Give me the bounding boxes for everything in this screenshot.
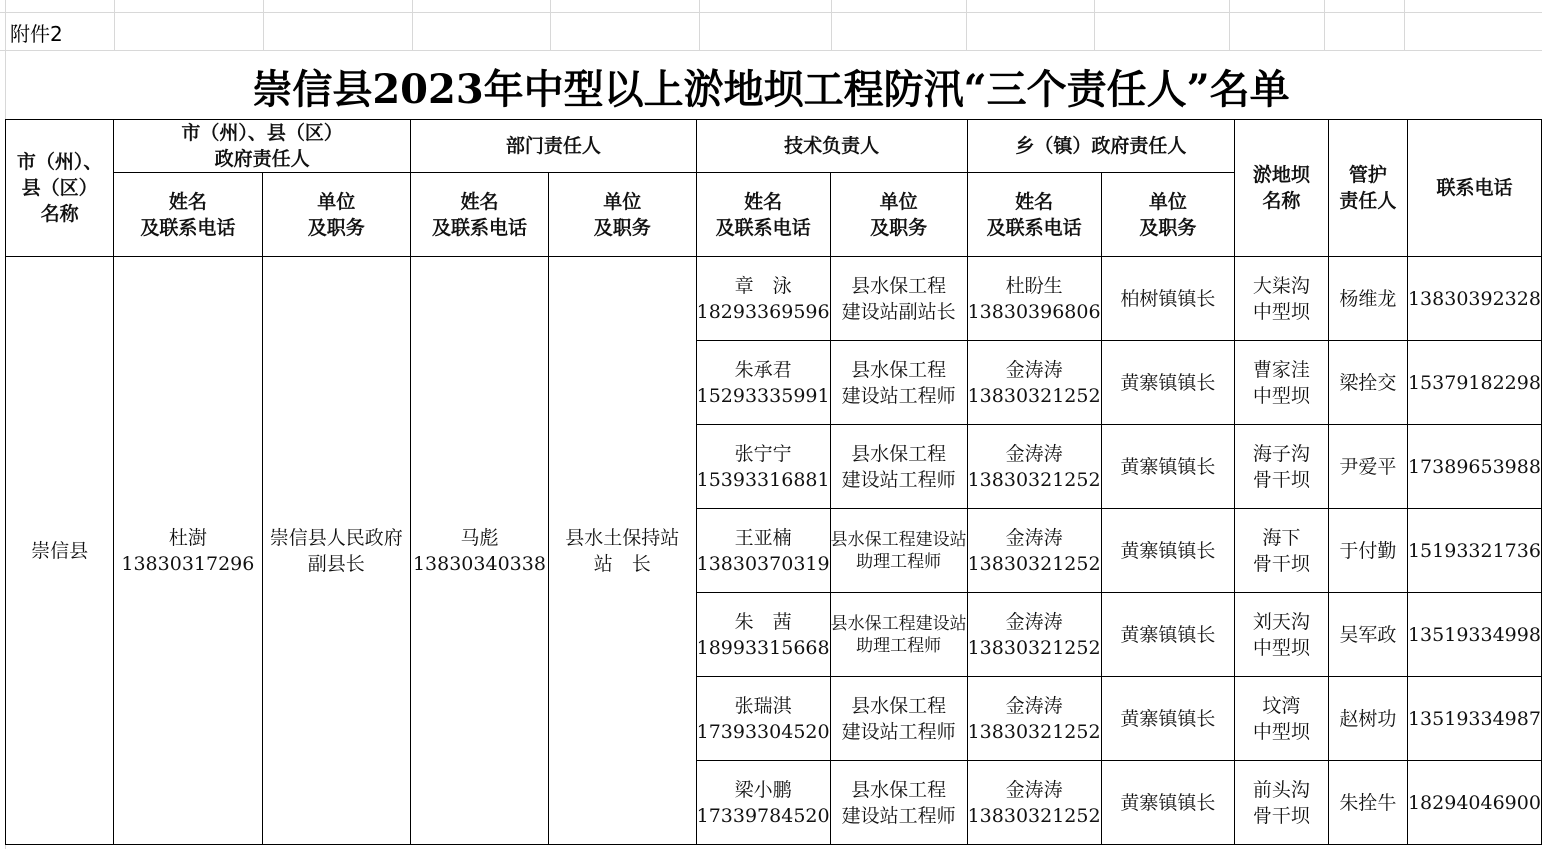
gov-person-cell	[114, 257, 262, 845]
gov-unit-cell-line: 崇信县人民政府	[269, 526, 403, 549]
town-person-cell-line: 金涛涛	[1005, 526, 1063, 549]
dam-name-cell-line: 前头沟	[1252, 778, 1310, 801]
subheader-name-phone	[967, 173, 1101, 257]
tech-person-cell	[696, 341, 830, 425]
guard-person-cell-line: 梁拴交	[1339, 371, 1397, 394]
town-person-cell-line: 13830321252	[967, 804, 1101, 827]
dam-name-cell-line: 中型坝	[1252, 636, 1310, 659]
header-guard-line: 责任人	[1339, 190, 1397, 212]
dam-name-cell	[1235, 509, 1329, 593]
tech-unit-cell	[830, 677, 967, 761]
town-unit-cell-line: 黄寨镇镇长	[1120, 455, 1216, 478]
tech-unit-cell-line: 建设站工程师	[841, 384, 956, 407]
town-unit-cell-line: 黄寨镇镇长	[1120, 791, 1216, 814]
tech-unit-cell-line: 县水保工程	[851, 274, 947, 297]
header-town: 乡（镇）政府责任人	[967, 120, 1235, 173]
dam-name-cell	[1235, 761, 1329, 845]
tech-person-cell-line: 张瑞淇	[734, 694, 792, 717]
table-body	[6, 120, 1542, 845]
header-gov	[114, 120, 411, 173]
grid-line	[1229, 0, 1230, 50]
town-person-cell-line: 13830396806	[967, 300, 1101, 323]
header-gov-line: 市（州）、县（区）	[181, 122, 343, 144]
grid-line	[699, 0, 700, 50]
town-person-cell-line: 13830321252	[967, 636, 1101, 659]
tech-unit-cell	[830, 425, 967, 509]
guard-person-cell-line: 朱拴牛	[1339, 791, 1397, 814]
tech-person-cell	[696, 593, 830, 677]
guard-person-cell	[1328, 257, 1407, 341]
town-unit-cell	[1101, 425, 1235, 509]
town-unit-cell-line: 柏树镇镇长	[1120, 287, 1216, 310]
contact-phone-cell	[1407, 761, 1541, 845]
guard-person-cell	[1328, 509, 1407, 593]
dam-name-cell-line: 中型坝	[1252, 720, 1310, 743]
header-region-line: 名称	[40, 203, 79, 225]
grid-line	[412, 0, 413, 50]
subheader-line: 及职务	[307, 216, 365, 239]
tech-unit-cell-line: 建设站副站长	[841, 300, 956, 323]
subheader-line: 姓名	[744, 190, 783, 213]
header-dam	[1235, 120, 1329, 257]
header-gov-line: 政府责任人	[214, 148, 310, 170]
header-region-line: 县（区）	[21, 177, 98, 199]
tech-unit-cell-line: 建设站工程师	[841, 468, 956, 491]
town-person-cell	[967, 761, 1101, 845]
subheader-unit-role	[262, 173, 410, 257]
dam-name-cell-line: 骨干坝	[1252, 552, 1310, 575]
subheader-line: 姓名	[168, 190, 207, 213]
contact-phone-cell	[1407, 509, 1541, 593]
dam-name-cell-line: 大柒沟	[1252, 274, 1310, 297]
dept-person-cell-line: 13830340338	[412, 552, 546, 575]
subheader-name-phone	[114, 173, 262, 257]
town-person-cell-line: 杜盼生	[1005, 274, 1063, 297]
tech-person-cell	[696, 677, 830, 761]
grid-line	[263, 0, 264, 50]
town-person-cell-line: 金涛涛	[1005, 358, 1063, 381]
grid-line	[1094, 0, 1095, 50]
contact-phone-cell	[1407, 257, 1541, 341]
town-person-cell-line: 13830321252	[967, 384, 1101, 407]
tech-person-cell	[696, 761, 830, 845]
dam-name-cell	[1235, 593, 1329, 677]
contact-phone-cell	[1407, 593, 1541, 677]
town-person-cell	[967, 593, 1101, 677]
grid-line	[831, 0, 832, 50]
contact-phone-cell	[1407, 677, 1541, 761]
tech-unit-cell	[830, 257, 967, 341]
tech-unit-cell-line: 县水保工程	[851, 694, 947, 717]
dam-name-cell-line: 坟湾	[1262, 694, 1301, 717]
town-unit-cell-line: 黄寨镇镇长	[1120, 707, 1216, 730]
table-row	[6, 257, 1542, 341]
tech-unit-cell	[830, 509, 967, 593]
town-person-cell-line: 13830321252	[967, 720, 1101, 743]
gov-unit-cell	[262, 257, 410, 845]
dam-name-cell-line: 中型坝	[1252, 384, 1310, 407]
tech-person-cell-line: 朱承君	[734, 358, 792, 381]
header-dam-line: 名称	[1262, 190, 1301, 212]
town-person-cell-line: 金涛涛	[1005, 778, 1063, 801]
dam-name-cell	[1235, 341, 1329, 425]
guard-person-cell-line: 杨维龙	[1339, 287, 1397, 310]
attachment-label: 附件2	[10, 22, 63, 46]
grid-line	[0, 50, 1542, 51]
tech-person-cell-line: 17393304520	[696, 720, 830, 743]
tech-person-cell-line: 18993315668	[696, 636, 830, 659]
subheader-line: 单位	[317, 190, 356, 213]
tech-unit-cell	[830, 761, 967, 845]
header-region	[6, 120, 114, 257]
contact-phone-cell-line: 13519334998	[1407, 623, 1541, 646]
tech-unit-cell	[830, 341, 967, 425]
dam-name-cell-line: 刘天沟	[1252, 610, 1310, 633]
subheader-line: 姓名	[1015, 190, 1054, 213]
tech-person-cell-line: 17339784520	[696, 804, 830, 827]
contact-phone-cell	[1407, 425, 1541, 509]
subheader-name-phone	[696, 173, 830, 257]
town-unit-cell-line: 黄寨镇镇长	[1120, 623, 1216, 646]
contact-phone-cell-line: 18294046900	[1407, 791, 1541, 814]
town-unit-cell	[1101, 341, 1235, 425]
dam-name-cell-line: 中型坝	[1252, 300, 1310, 323]
gov-unit-cell-line: 副县长	[307, 552, 365, 575]
subheader-line: 及联系电话	[986, 216, 1082, 239]
tech-unit-cell-line: 县水保工程	[851, 442, 947, 465]
region-name-cell-line: 崇信县	[31, 539, 89, 562]
guard-person-cell-line: 赵树功	[1339, 707, 1397, 730]
subheader-unit-role	[1101, 173, 1235, 257]
town-unit-cell-line: 黄寨镇镇长	[1120, 539, 1216, 562]
grid-line	[0, 12, 1542, 13]
header-guard-line: 管护	[1348, 164, 1387, 186]
town-person-cell-line: 13830321252	[967, 552, 1101, 575]
tech-person-cell-line: 朱 茜	[734, 610, 792, 633]
grid-line	[1324, 0, 1325, 50]
dam-name-cell-line: 骨干坝	[1252, 468, 1310, 491]
header-row-group	[6, 120, 1542, 173]
tech-unit-cell-line: 建设站工程师	[841, 804, 956, 827]
dept-unit-cell-line: 县水土保持站	[565, 526, 680, 549]
contact-phone-cell-line: 15379182298	[1407, 371, 1541, 394]
subheader-line: 及职务	[870, 216, 928, 239]
subheader-line: 及联系电话	[431, 216, 527, 239]
subheader-unit-role	[548, 173, 696, 257]
subheader-unit-role	[830, 173, 967, 257]
guard-person-cell	[1328, 425, 1407, 509]
town-person-cell	[967, 677, 1101, 761]
town-person-cell-line: 金涛涛	[1005, 694, 1063, 717]
subheader-line: 单位	[603, 190, 642, 213]
dam-name-cell-line: 曹家洼	[1252, 358, 1310, 381]
tech-unit-cell	[830, 593, 967, 677]
dept-unit-cell	[548, 257, 696, 845]
dam-name-cell	[1235, 257, 1329, 341]
tech-unit-cell-line: 县水保工程	[851, 778, 947, 801]
guard-person-cell-line: 尹爱平	[1339, 455, 1397, 478]
dam-name-cell-line: 骨干坝	[1252, 804, 1310, 827]
contact-phone-cell-line: 13519334987	[1407, 707, 1541, 730]
guard-person-cell	[1328, 593, 1407, 677]
dept-person-cell-line: 马彪	[460, 526, 499, 549]
header-dept: 部门责任人	[411, 120, 697, 173]
contact-phone-cell	[1407, 341, 1541, 425]
town-person-cell	[967, 257, 1101, 341]
subheader-line: 及联系电话	[140, 216, 236, 239]
tech-unit-cell-line: 助理工程师	[856, 551, 942, 572]
tech-person-cell	[696, 425, 830, 509]
subheader-line: 单位	[1148, 190, 1187, 213]
contact-phone-cell-line: 15193321736	[1407, 539, 1541, 562]
header-phone: 联系电话	[1407, 120, 1541, 257]
grid-line	[550, 0, 551, 50]
town-unit-cell	[1101, 761, 1235, 845]
header-region-line: 市（州）、	[16, 151, 103, 173]
subheader-line: 及职务	[593, 216, 651, 239]
guard-person-cell	[1328, 761, 1407, 845]
header-tech: 技术负责人	[696, 120, 967, 173]
town-person-cell	[967, 425, 1101, 509]
page-title: 崇信县2023年中型以上淤地坝工程防汛“三个责任人”名单	[252, 66, 1290, 113]
town-person-cell-line: 金涛涛	[1005, 442, 1063, 465]
tech-unit-cell-line: 助理工程师	[856, 635, 942, 656]
town-unit-cell	[1101, 257, 1235, 341]
tech-person-cell-line: 王亚楠	[734, 526, 792, 549]
tech-unit-cell-line: 县水保工程	[851, 358, 947, 381]
town-person-cell	[967, 341, 1101, 425]
tech-person-cell-line: 15393316881	[696, 468, 830, 491]
tech-person-cell-line: 章 泳	[734, 274, 792, 297]
town-unit-cell-line: 黄寨镇镇长	[1120, 371, 1216, 394]
subheader-line: 及联系电话	[715, 216, 811, 239]
town-unit-cell	[1101, 677, 1235, 761]
tech-person-cell	[696, 509, 830, 593]
responsibility-table	[5, 119, 1542, 845]
dam-name-cell	[1235, 425, 1329, 509]
subheader-line: 姓名	[460, 190, 499, 213]
town-person-cell-line: 金涛涛	[1005, 610, 1063, 633]
tech-person-cell-line: 梁小鹏	[734, 778, 792, 801]
tech-person-cell-line: 15293335991	[696, 384, 830, 407]
tech-unit-cell-line: 建设站工程师	[841, 720, 956, 743]
tech-person-cell-line: 18293369596	[696, 300, 830, 323]
tech-person-cell	[696, 257, 830, 341]
subheader-line: 单位	[879, 190, 918, 213]
guard-person-cell	[1328, 341, 1407, 425]
dam-name-cell-line: 海下	[1262, 526, 1301, 549]
tech-person-cell-line: 13830370319	[696, 552, 830, 575]
dept-person-cell	[411, 257, 549, 845]
contact-phone-cell-line: 13830392328	[1407, 287, 1541, 310]
contact-phone-cell-line: 17389653988	[1407, 455, 1541, 478]
town-unit-cell	[1101, 593, 1235, 677]
dam-name-cell	[1235, 677, 1329, 761]
guard-person-cell-line: 于付勤	[1339, 539, 1397, 562]
tech-person-cell-line: 张宁宁	[734, 442, 792, 465]
header-dam-line: 淤地坝	[1252, 164, 1310, 186]
grid-line	[1404, 0, 1405, 50]
subheader-name-phone	[411, 173, 549, 257]
gov-person-cell-line: 杜澍	[168, 526, 207, 549]
tech-unit-cell-line: 县水保工程建设站	[830, 529, 967, 550]
dam-name-cell-line: 海子沟	[1252, 442, 1310, 465]
guard-person-cell-line: 吴军政	[1339, 623, 1397, 646]
region-name-cell	[6, 257, 114, 845]
guard-person-cell	[1328, 677, 1407, 761]
header-guard	[1328, 120, 1407, 257]
gov-person-cell-line: 13830317296	[121, 552, 255, 575]
grid-line	[114, 0, 115, 50]
town-person-cell	[967, 509, 1101, 593]
grid-line	[966, 0, 967, 50]
town-unit-cell	[1101, 509, 1235, 593]
dept-unit-cell-line: 站 长	[593, 552, 651, 575]
town-person-cell-line: 13830321252	[967, 468, 1101, 491]
subheader-line: 及职务	[1139, 216, 1197, 239]
tech-unit-cell-line: 县水保工程建设站	[830, 613, 967, 634]
